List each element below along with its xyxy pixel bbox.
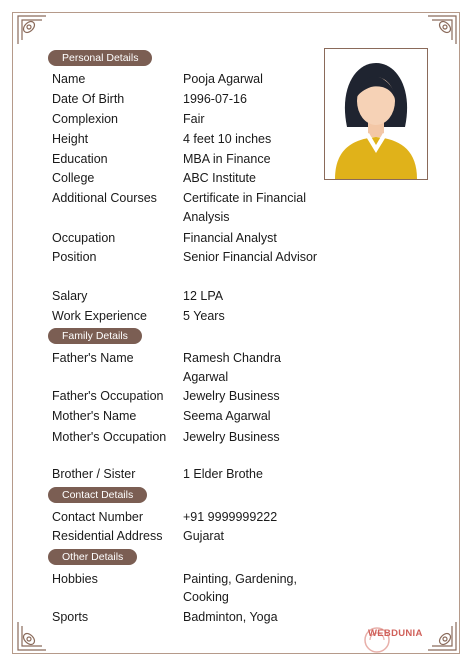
position-value: Senior Financial Advisor [183,250,318,264]
mother-occupation-label: Mother's Occupation [52,430,167,444]
salary-value: 12 LPA [183,289,224,303]
mother-occupation-value: Jewelry Business [183,430,280,444]
section-badge-family: Family Details [48,328,142,344]
height-label: Height [52,132,89,146]
education-label: Education [52,152,108,166]
hobbies-line1: Painting, Gardening, [183,572,297,586]
address-value: Gujarat [183,529,224,543]
college-label: College [52,171,95,185]
section-badge-contact: Contact Details [48,487,147,503]
hobbies-line2: Cooking [183,590,229,604]
hobbies-label: Hobbies [52,572,98,586]
siblings-value: 1 Elder Brothe [183,467,263,481]
experience-value: 5 Years [183,309,225,323]
section-badge-other: Other Details [48,549,137,565]
name-value: Pooja Agarwal [183,72,263,86]
experience-label: Work Experience [52,309,147,323]
avatar-icon [325,49,427,179]
father-name-line2: Agarwal [183,370,229,384]
mother-name-value: Seema Agarwal [183,409,271,423]
dob-label: Date Of Birth [52,92,125,106]
corner-ornament-icon [16,620,48,652]
contact-number-value: +91 9999999222 [183,510,278,524]
college-value: ABC Institute [183,171,256,185]
complexion-label: Complexion [52,112,119,126]
corner-ornament-icon [16,14,48,46]
father-occupation-value: Jewelry Business [183,389,280,403]
address-label: Residential Address [52,529,163,543]
complexion-value: Fair [183,112,205,126]
father-occupation-label: Father's Occupation [52,389,164,403]
section-badge-personal: Personal Details [48,50,152,66]
sports-value: Badminton, Yoga [183,610,278,624]
courses-value-line1: Certificate in Financial [183,191,306,205]
profile-photo [324,48,428,180]
position-label: Position [52,250,97,264]
dob-value: 1996-07-16 [183,92,247,106]
courses-label: Additional Courses [52,191,157,205]
height-value: 4 feet 10 inches [183,132,272,146]
courses-value-line2: Analysis [183,210,230,224]
logo-text: WEBDUNIA [368,628,423,639]
father-name-label: Father's Name [52,351,134,365]
siblings-label: Brother / Sister [52,467,136,481]
contact-number-label: Contact Number [52,510,144,524]
salary-label: Salary [52,289,88,303]
education-value: MBA in Finance [183,152,271,166]
father-name-line1: Ramesh Chandra [183,351,281,365]
mother-name-label: Mother's Name [52,409,137,423]
occupation-value: Financial Analyst [183,231,277,245]
sports-label: Sports [52,610,89,624]
occupation-label: Occupation [52,231,116,245]
name-label: Name [52,72,86,86]
corner-ornament-icon [426,14,458,46]
